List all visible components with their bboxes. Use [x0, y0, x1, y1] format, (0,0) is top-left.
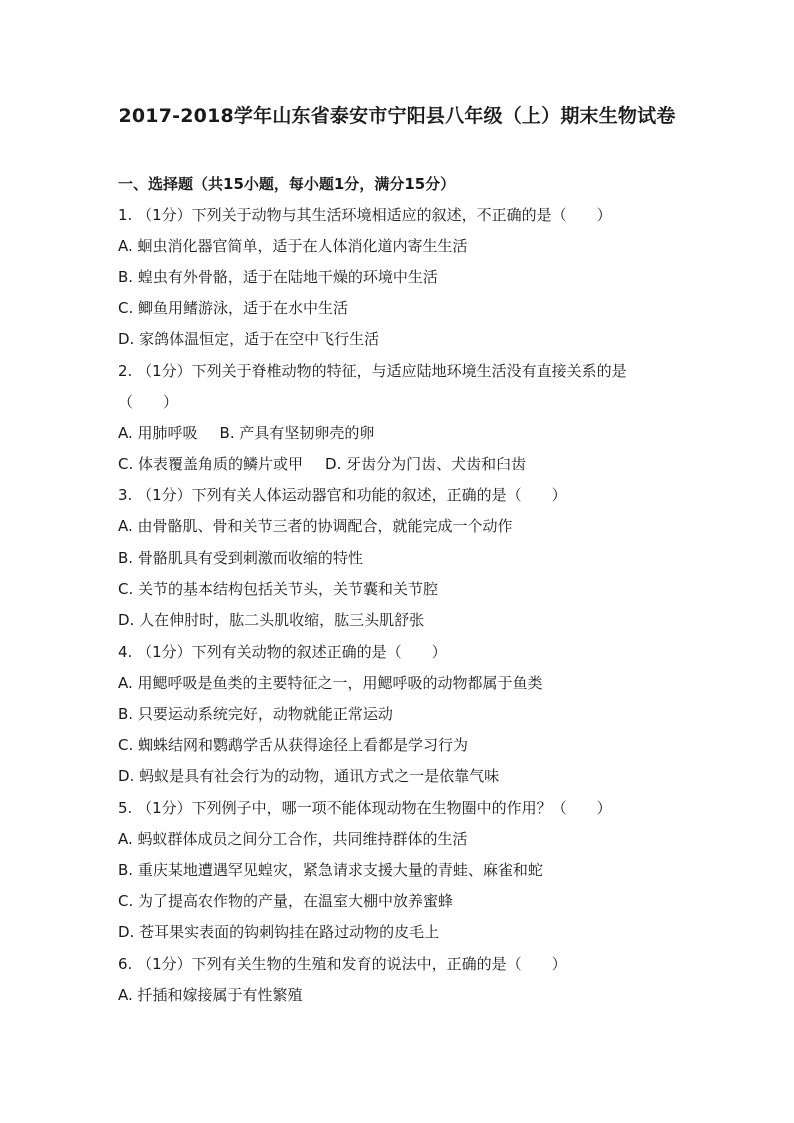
question-5-option-c: C. 为了提高农作物的产量，在温室大棚中放养蜜蜂	[118, 892, 454, 910]
question-2-stem: 2. （1分）下列关于脊椎动物的特征，与适应陆地环境生活没有直接关系的是	[118, 362, 627, 380]
question-2-stem-continued: （ ）	[118, 393, 179, 411]
question-1-option-c: C. 鲫鱼用鳍游泳，适于在水中生活	[118, 299, 349, 317]
question-4-option-a: A. 用鳃呼吸是鱼类的主要特征之一，用鳃呼吸的动物都属于鱼类	[118, 674, 543, 692]
question-2-option-a: A. 用肺呼吸	[118, 424, 198, 442]
question-5-stem: 5. （1分）下列例子中，哪一项不能体现动物在生物圈中的作用？（ ）	[118, 799, 612, 817]
question-3-stem: 3. （1分）下列有关人体运动器官和功能的叙述，正确的是（ ）	[118, 486, 567, 504]
question-1-option-a: A. 蛔虫消化器官简单，适于在人体消化道内寄生生活	[118, 237, 468, 255]
question-2-options-row-1	[118, 421, 688, 445]
question-3-option-c: C. 关节的基本结构包括关节头，关节囊和关节腔	[118, 580, 439, 598]
section-heading: 一、选择题（共15小题，每小题1分，满分15分）	[118, 175, 456, 193]
question-5-option-d: D. 苍耳果实表面的钩刺钩挂在路过动物的皮毛上	[118, 923, 440, 941]
question-1-stem: 1. （1分）下列关于动物与其生活环境相适应的叙述，不正确的是（ ）	[118, 206, 612, 224]
question-4-option-b: B. 只要运动系统完好，动物就能正常运动	[118, 705, 393, 723]
question-2-option-c: C. 体表覆盖角质的鳞片或甲	[118, 455, 304, 473]
question-6-option-a: A. 扦插和嫁接属于有性繁殖	[118, 986, 303, 1004]
question-2-options-row-2	[118, 452, 688, 476]
question-1-option-b: B. 蝗虫有外骨骼，适于在陆地干燥的环境中生活	[118, 268, 438, 286]
question-4-option-c: C. 蜘蛛结网和鹦鹉学舌从获得途径上看都是学习行为	[118, 736, 469, 754]
question-3-option-d: D. 人在伸肘时，肱二头肌收缩，肱三头肌舒张	[118, 611, 425, 629]
question-5-option-b: B. 重庆某地遭遇罕见蝗灾，紧急请求支援大量的青蛙、麻雀和蛇	[118, 861, 543, 879]
question-2-option-b: B. 产具有坚韧卵壳的卵	[219, 424, 375, 442]
question-2-option-d: D. 牙齿分为门齿、犬齿和臼齿	[325, 455, 527, 473]
question-3-option-b: B. 骨骼肌具有受到刺激而收缩的特性	[118, 549, 363, 567]
question-6-stem: 6. （1分）下列有关生物的生殖和发育的说法中，正确的是（ ）	[118, 955, 567, 973]
document-title: 2017-2018学年山东省泰安市宁阳县八年级（上）期末生物试卷	[118, 105, 676, 127]
question-3-option-a: A. 由骨骼肌、骨和关节三者的协调配合，就能完成一个动作	[118, 517, 513, 535]
question-4-option-d: D. 蚂蚁是具有社会行为的动物，通讯方式之一是依靠气味	[118, 767, 500, 785]
question-1-option-d: D. 家鸽体温恒定，适于在空中飞行生活	[118, 330, 380, 348]
question-4-stem: 4. （1分）下列有关动物的叙述正确的是（ ）	[118, 643, 447, 661]
question-5-option-a: A. 蚂蚁群体成员之间分工合作，共同维持群体的生活	[118, 830, 468, 848]
